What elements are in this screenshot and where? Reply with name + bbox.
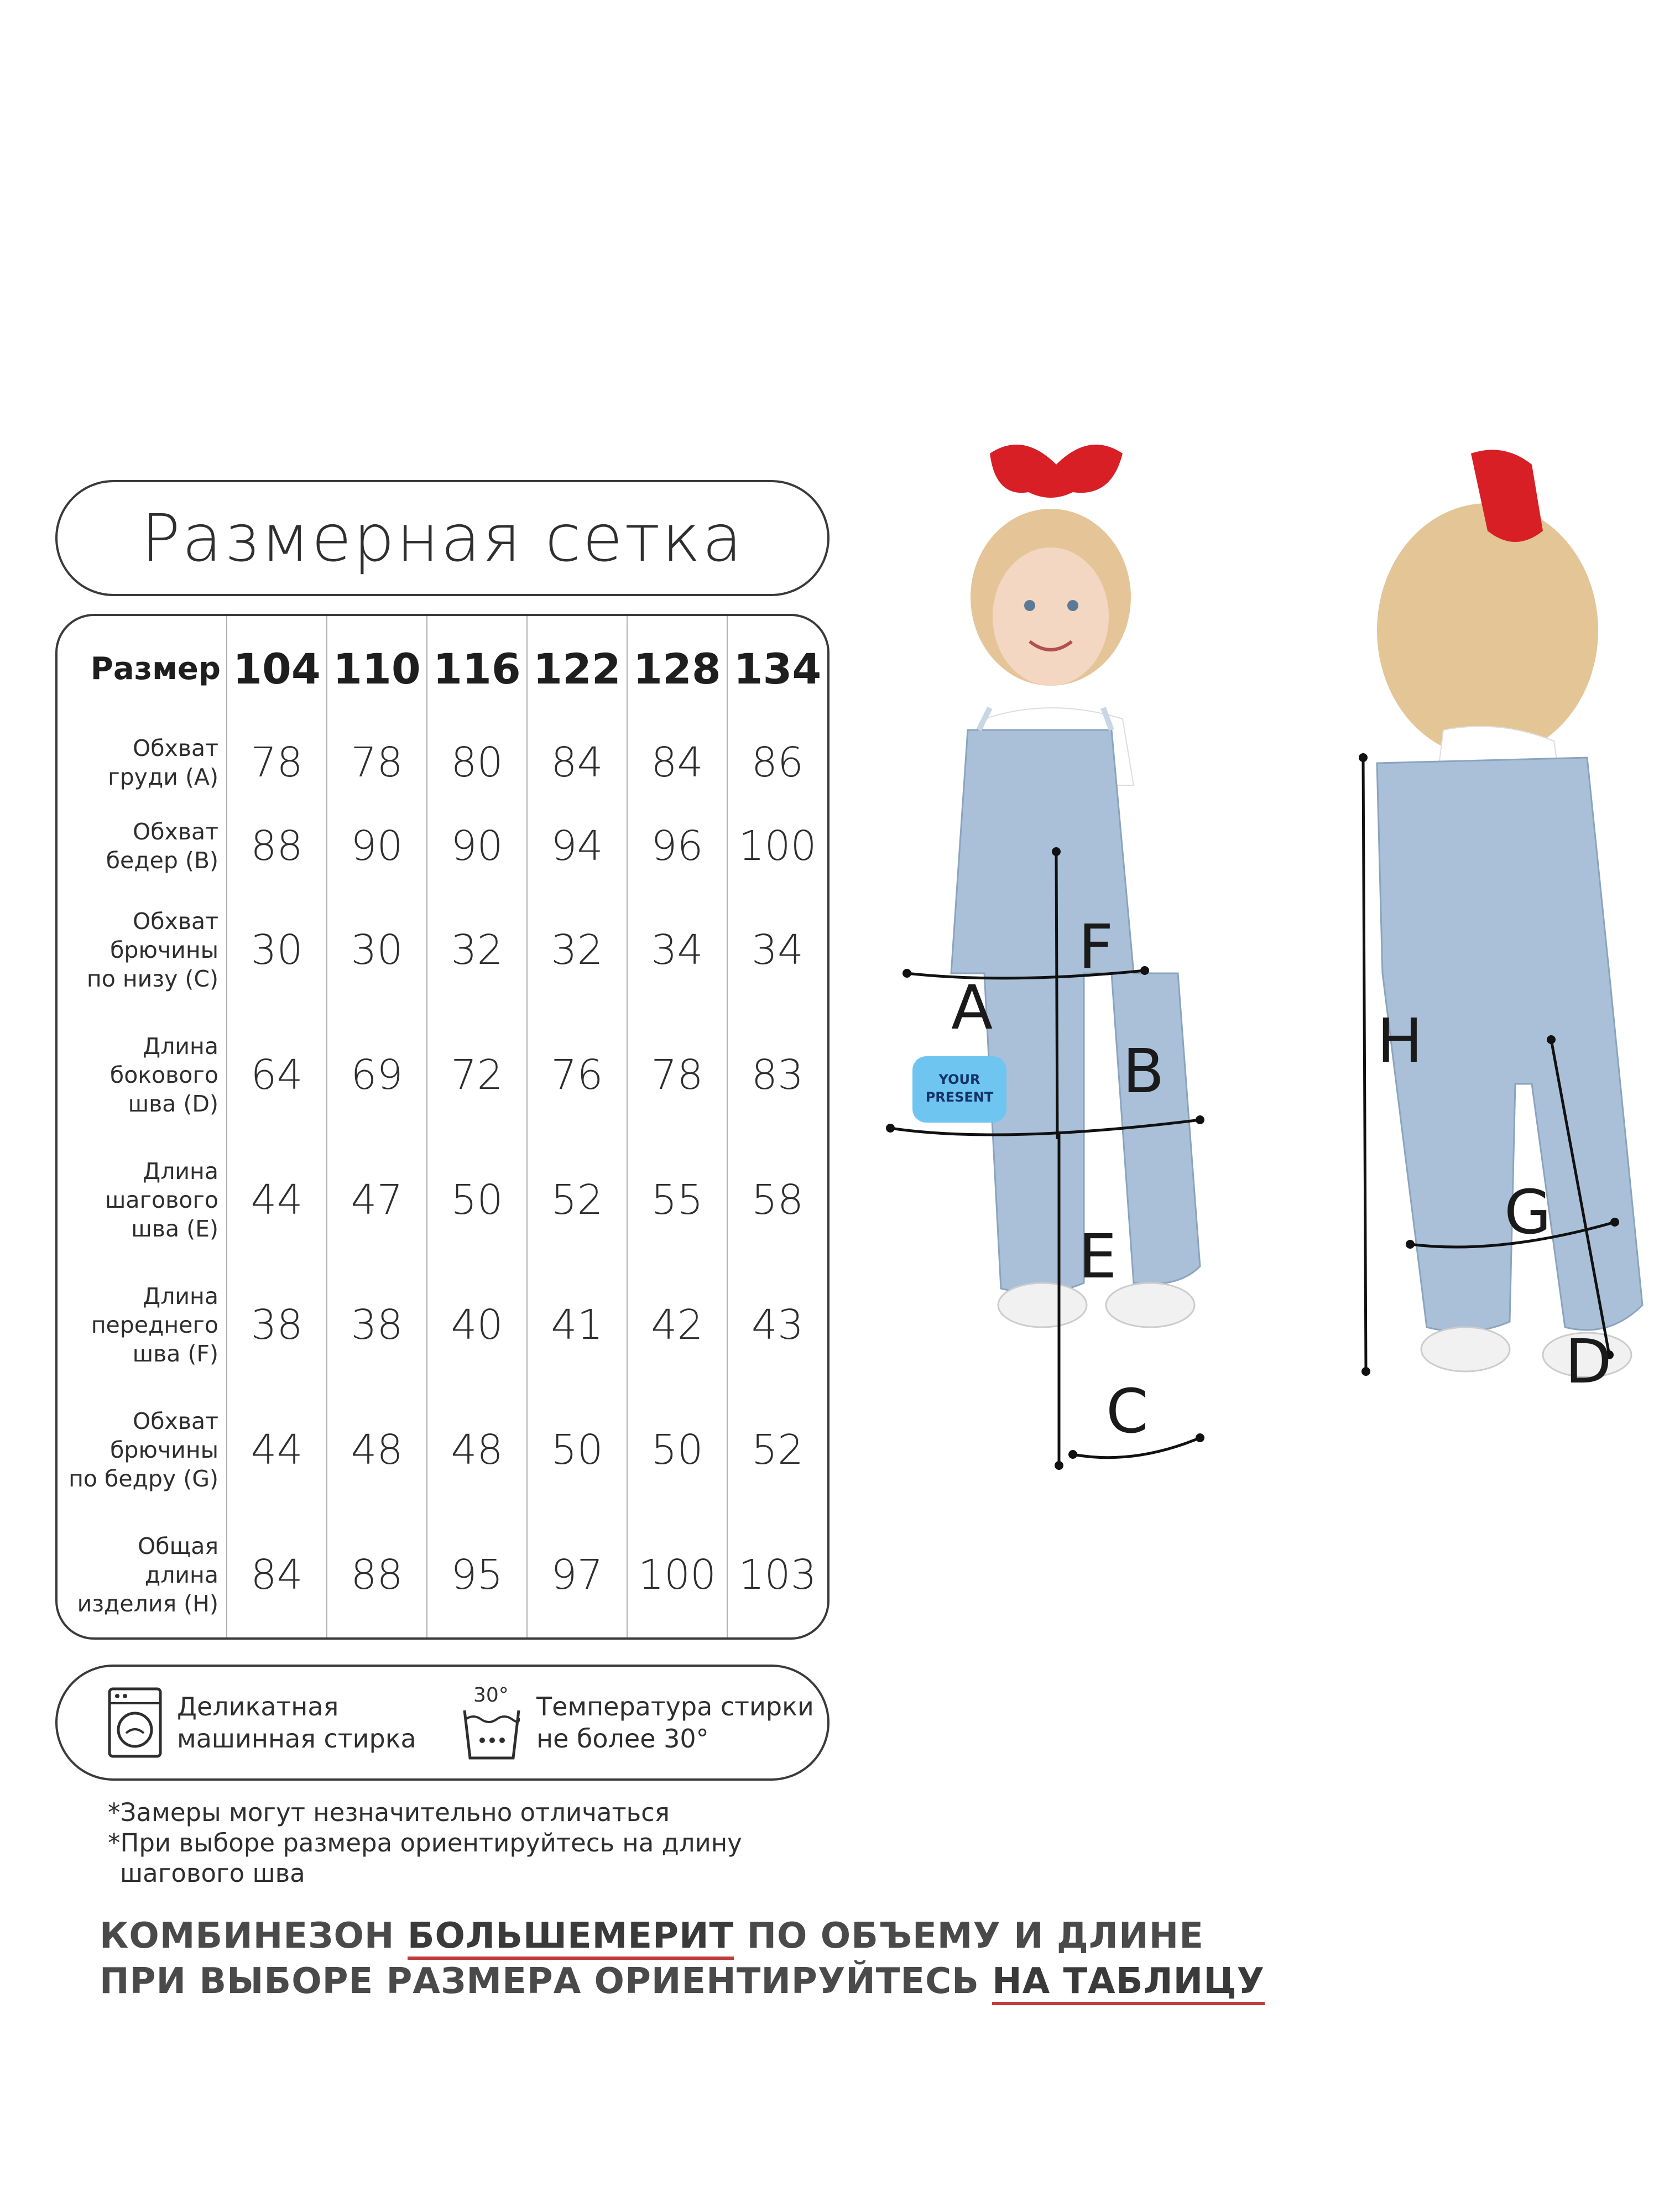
table-cell: 34: [727, 888, 827, 1013]
row-label-line: Длина: [143, 1033, 218, 1060]
table-cell: 84: [527, 721, 627, 805]
row-label-line: шва (E): [131, 1215, 218, 1243]
note-3: шагового шва: [120, 1859, 305, 1888]
row-label-line: Обхват: [133, 908, 218, 935]
row-label-line: длина: [144, 1562, 218, 1588]
table-cell: 96: [627, 805, 727, 888]
care-frame: [55, 1665, 830, 1781]
table-cell: 95: [427, 1512, 527, 1637]
measure-label-E: E: [1078, 1221, 1117, 1292]
row-label: [58, 1262, 227, 1387]
table-cell: 30: [227, 888, 327, 1013]
promo-text: [100, 1913, 1265, 2004]
table-cell: 30: [327, 888, 427, 1013]
row-label-line: брючины: [110, 937, 218, 964]
row-label-line: шва (F): [132, 1340, 218, 1368]
table-cell: 41: [527, 1262, 627, 1387]
table-cell: 48: [327, 1387, 427, 1512]
row-label-line: Обхват: [133, 1408, 218, 1435]
table-cell: 47: [327, 1138, 427, 1262]
table-cell: 50: [627, 1387, 727, 1512]
row-label: [58, 1138, 227, 1262]
size-table: [58, 616, 827, 1637]
table-cell: 44: [227, 1138, 327, 1262]
table-cell: 84: [627, 721, 727, 805]
table-cell: 40: [427, 1262, 527, 1387]
promo-1c: ПО ОБЪЕМУ И ДЛИНЕ: [734, 1916, 1204, 1957]
row-label: [58, 1387, 227, 1512]
back-view: [1359, 450, 1642, 1397]
temp-icon-label: 30°: [473, 1684, 509, 1707]
promo-line-2: [100, 1959, 1265, 2004]
row-label-line: изделия (H): [77, 1590, 218, 1617]
table-cell: 86: [727, 721, 827, 805]
product-photo: [824, 420, 1653, 1825]
size-header-label: Размер: [90, 650, 221, 687]
promo-1b: БОЛЬШЕМЕРИТ: [408, 1916, 734, 1960]
measure-label-D: D: [1565, 1326, 1612, 1397]
measure-label-F: F: [1078, 911, 1114, 982]
table-cell: 100: [727, 805, 827, 888]
table-cell: 38: [327, 1262, 427, 1387]
table-cell: 78: [327, 721, 427, 805]
table-cell: 94: [527, 805, 627, 888]
row-label-line: Длина: [143, 1158, 218, 1185]
row-label-line: Общая: [138, 1533, 218, 1559]
table-row: [58, 888, 827, 1013]
page-title: Размерная сетка: [140, 500, 744, 576]
table-cell: 38: [227, 1262, 327, 1387]
measure-label-H: H: [1377, 1005, 1423, 1076]
table-cell: 100: [627, 1512, 727, 1637]
row-label-line: Длина: [143, 1283, 218, 1310]
table-cell: 42: [627, 1262, 727, 1387]
table-row: [58, 1138, 827, 1262]
table-cell: 103: [727, 1512, 827, 1637]
row-label: [58, 1512, 227, 1637]
row-label: [58, 888, 227, 1013]
promo-2b: НА ТАБЛИЦУ: [992, 1961, 1265, 2005]
table-cell: 52: [727, 1387, 827, 1512]
table-cell: 50: [527, 1387, 627, 1512]
row-label-line: брючины: [110, 1437, 218, 1464]
table-cell: 88: [227, 805, 327, 888]
table-cell: 32: [527, 888, 627, 1013]
table-cell: 52: [527, 1138, 627, 1262]
table-row: [58, 721, 827, 805]
table-cell: 58: [727, 1138, 827, 1262]
measure-label-A: A: [951, 972, 993, 1043]
table-cell: 44: [227, 1387, 327, 1512]
note-1: *Замеры могут незначительно отличаться: [108, 1798, 670, 1827]
row-label-line: переднего: [91, 1312, 218, 1339]
care-wash: [107, 1667, 416, 1778]
washing-machine-icon: [107, 1687, 163, 1759]
wash-text-2: машинная стирка: [177, 1724, 416, 1754]
notes: [108, 1797, 742, 1888]
table-cell: 72: [427, 1013, 527, 1138]
promo-line-1: [100, 1913, 1265, 1959]
row-label-line: бокового: [109, 1062, 218, 1089]
patch-text-1: YOUR: [938, 1072, 980, 1087]
bandana: [990, 445, 1123, 498]
table-cell: 84: [227, 1512, 327, 1637]
table-cell: 55: [627, 1138, 727, 1262]
table-row: [58, 1013, 827, 1138]
table-cell: 34: [627, 888, 727, 1013]
measure-label-B: B: [1123, 1036, 1165, 1107]
size-table-frame: [55, 614, 830, 1640]
temp-text-1: Температура стирки: [536, 1692, 814, 1721]
table-cell: 90: [327, 805, 427, 888]
line-H: [1363, 758, 1366, 1371]
patch-text-2: PRESENT: [925, 1089, 994, 1105]
table-cell: 78: [227, 721, 327, 805]
table-cell: 80: [427, 721, 527, 805]
table-cell: 48: [427, 1387, 527, 1512]
size-header-116: 116: [427, 616, 527, 721]
row-label-line: по бедру (G): [69, 1465, 218, 1493]
row-label-line: Обхват: [133, 818, 218, 845]
promo-1a: КОМБИНЕЗОН: [100, 1916, 408, 1957]
measure-label-G: G: [1504, 1177, 1552, 1248]
size-header-134: 134: [727, 616, 827, 721]
table-cell: 78: [627, 1013, 727, 1138]
table-cell: 76: [527, 1013, 627, 1138]
table-cell: 90: [427, 805, 527, 888]
line-F: [1056, 852, 1057, 1139]
table-cell: 88: [327, 1512, 427, 1637]
row-label-line: шва (D): [128, 1091, 218, 1118]
care-temperature: [461, 1667, 814, 1778]
title-frame: [55, 480, 830, 596]
row-label-line: шагового: [105, 1187, 218, 1214]
row-label: [58, 805, 227, 888]
row-label-line: по низу (C): [86, 966, 218, 993]
table-row: [58, 1387, 827, 1512]
table-cell: 97: [527, 1512, 627, 1637]
size-header-128: 128: [627, 616, 727, 721]
table-cell: 43: [727, 1262, 827, 1387]
table-cell: 50: [427, 1138, 527, 1262]
table-cell: 64: [227, 1013, 327, 1138]
measure-label-C: C: [1106, 1376, 1149, 1447]
table-cell: 83: [727, 1013, 827, 1138]
row-label-line: бедер (B): [106, 847, 218, 874]
table-cell: 69: [327, 1013, 427, 1138]
front-view: [886, 445, 1204, 1470]
temp-text-2: не более 30°: [536, 1724, 709, 1754]
table-cell: 32: [427, 888, 527, 1013]
table-row: [58, 1262, 827, 1387]
row-label-line: Обхват: [133, 735, 218, 762]
table-row: [58, 1512, 827, 1637]
table-row: [58, 805, 827, 888]
row-label: [58, 721, 227, 805]
row-label: [58, 1013, 227, 1138]
promo-2a: ПРИ ВЫБОРЕ РАЗМЕРА ОРИЕНТИРУЙТЕСЬ: [100, 1961, 993, 2002]
wash-temperature-icon: [461, 1684, 522, 1761]
size-header-row: [58, 616, 827, 721]
note-2: *При выборе размера ориентируйтесь на длину: [108, 1828, 742, 1858]
wash-text-1: Деликатная: [177, 1692, 339, 1721]
size-header-104: 104: [227, 616, 327, 721]
size-header-122: 122: [527, 616, 627, 721]
size-header-110: 110: [327, 616, 427, 721]
row-label-line: груди (A): [108, 764, 218, 791]
